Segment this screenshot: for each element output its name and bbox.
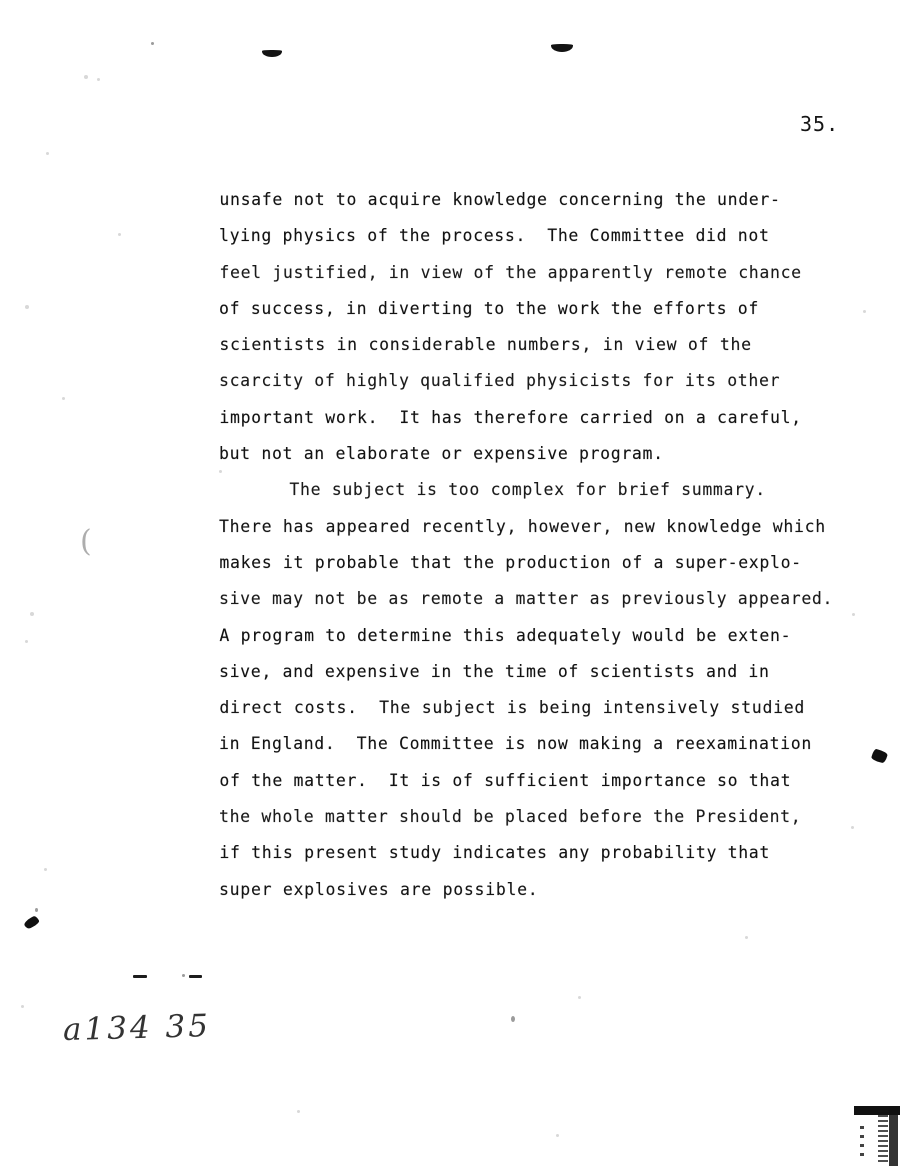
- typed-line: in England. The Committee is now making a reexamination: [219, 734, 812, 754]
- corner-smudge-bar: [889, 1106, 898, 1166]
- typed-line: makes it probable that the production of a super-explo-: [219, 552, 802, 572]
- typed-line: if this present study indicates any probability that: [219, 843, 770, 863]
- typed-line: sive, and expensive in the time of scientists and in: [219, 661, 770, 681]
- scan-speck: [511, 1016, 515, 1022]
- scan-speck: [25, 305, 29, 309]
- typed-line: super explosives are possible.: [219, 879, 539, 899]
- scan-speck: [745, 936, 748, 939]
- scan-speck: [556, 1134, 559, 1137]
- scan-speck: [578, 996, 581, 999]
- typed-line: important work. It has therefore carried on a careful,: [219, 407, 802, 427]
- document-body: [219, 182, 859, 908]
- scan-speck: [297, 1110, 300, 1113]
- scan-speck: [21, 1005, 24, 1008]
- scan-speck: [30, 612, 34, 616]
- ink-blot: [871, 748, 888, 763]
- pencil-paren-mark: (: [80, 524, 92, 559]
- typed-line: of the matter. It is of sufficient importance so that: [219, 770, 792, 790]
- corner-smudge-dots: [860, 1126, 864, 1160]
- typed-line: but not an elaborate or expensive program.: [219, 444, 664, 464]
- scan-speck: [863, 310, 866, 313]
- ink-blot: [23, 915, 40, 930]
- corner-smudge-artifact: [842, 1092, 900, 1166]
- scan-speck: [25, 640, 28, 643]
- typed-line: of success, in diverting to the work the efforts of: [219, 298, 759, 318]
- scan-speck: [62, 397, 65, 400]
- scan-speck: [151, 42, 154, 45]
- typed-line: The subject is too complex for brief summary.: [289, 480, 766, 500]
- typed-line: the whole matter should be placed before the President,: [219, 807, 802, 827]
- scan-speck: [46, 152, 49, 155]
- typed-line: sive may not be as remote a matter as previously appeared.: [219, 589, 834, 609]
- staple-mark-icon: [262, 50, 282, 57]
- scan-speck: [118, 233, 121, 236]
- dash-mark: [133, 975, 147, 978]
- typed-line: scientists in considerable numbers, in view of the: [219, 335, 752, 355]
- typed-line: feel justified, in view of the apparently remote chance: [219, 262, 802, 282]
- scan-speck: [84, 75, 88, 79]
- page-number: 35.: [800, 112, 840, 136]
- typed-line: There has appeared recently, however, new knowledge which: [219, 516, 826, 536]
- typed-line: scarcity of highly qualified physicists for its other: [219, 371, 781, 391]
- typed-line: unsafe not to acquire knowledge concerning the under-: [219, 190, 781, 209]
- staple-mark-icon: [551, 44, 573, 52]
- dash-mark: [189, 975, 202, 978]
- corner-smudge-grain: [878, 1110, 888, 1162]
- scan-speck: [35, 908, 38, 912]
- handwritten-accession-number: a134 35: [62, 1007, 212, 1049]
- scan-speck: [182, 974, 185, 977]
- typed-line: lying physics of the process. The Committee did not: [219, 226, 770, 246]
- typed-line: A program to determine this adequately would be exten-: [219, 625, 792, 645]
- typed-line: direct costs. The subject is being intensively studied: [219, 698, 806, 718]
- scan-speck: [44, 868, 47, 871]
- scan-speck: [97, 78, 100, 81]
